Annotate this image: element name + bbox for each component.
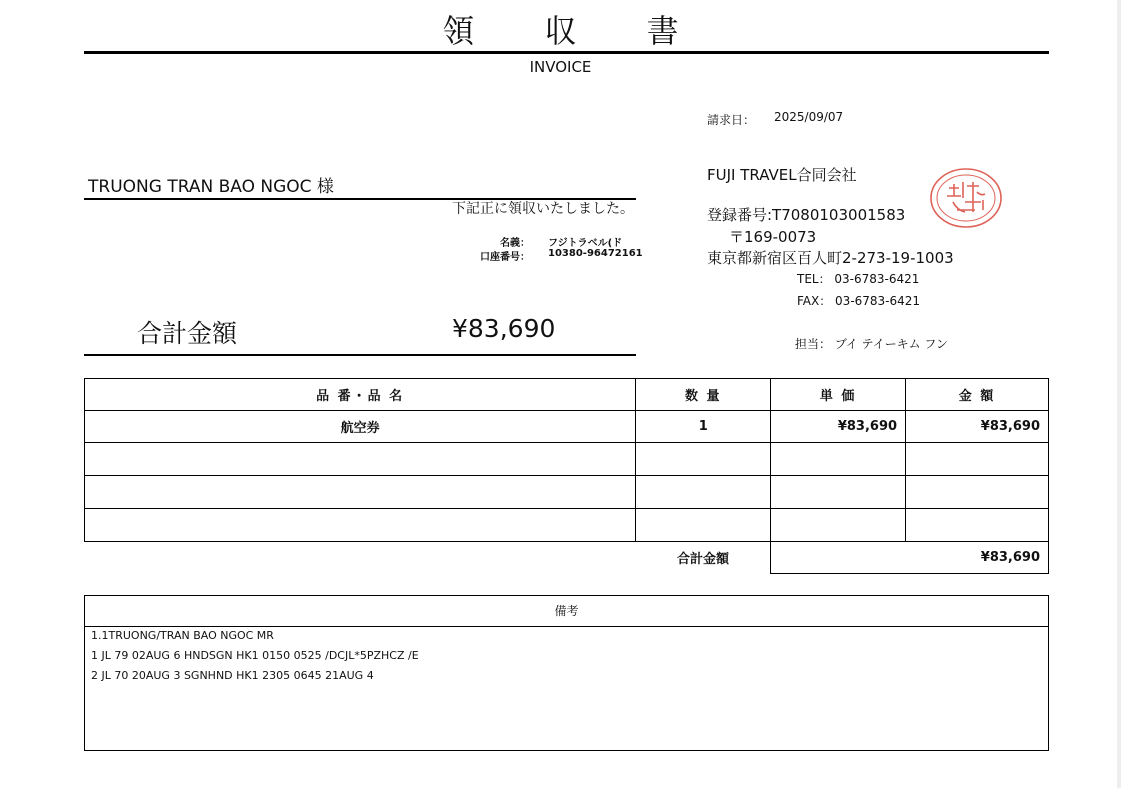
table-row-empty — [85, 476, 1049, 509]
remarks-line: 1.1TRUONG/TRAN BAO NGOC MR — [91, 629, 274, 642]
account-name-label: 名義： — [500, 238, 530, 249]
registration-number: 登録番号:T7080103001583 — [707, 206, 906, 224]
table-header-row — [85, 379, 1049, 411]
company-fax: FAX： 03-6783-6421 — [797, 294, 921, 308]
line-items-table — [84, 378, 1049, 574]
table-row — [85, 411, 1049, 443]
column-header-amount: 金 額 — [906, 379, 1049, 411]
total-label: 合計金額 — [137, 319, 238, 348]
item-amount: ¥83,690 — [906, 411, 1049, 443]
column-header-item: 品 番・品 名 — [85, 379, 636, 411]
table-sum-row — [85, 542, 1049, 574]
total-value: ¥83,690 — [452, 314, 556, 343]
account-name-value: フジトラベル(ド — [548, 238, 623, 249]
account-number-label: 口座番号： — [480, 252, 530, 263]
item-quantity: 1 — [636, 411, 771, 443]
date-label: 請求日： — [707, 113, 756, 127]
company-name: FUJI TRAVEL合同会社 — [707, 166, 857, 184]
item-unit-price: ¥83,690 — [771, 411, 906, 443]
column-header-unit-price: 単 価 — [771, 379, 906, 411]
account-number-value: 10380-96472161 — [548, 248, 643, 259]
table-row-empty — [85, 443, 1049, 476]
page-edge — [1117, 0, 1121, 788]
remarks-line: 2 JL 70 20AUG 3 SGNHND HK1 2305 0645 21AUG 4 — [91, 669, 374, 682]
column-header-quantity: 数 量 — [636, 379, 771, 411]
customer-name: TRUONG TRAN BAO NGOC 様 — [88, 177, 334, 197]
remarks-header: 備考 — [85, 596, 1048, 627]
item-name: 航空券 — [85, 411, 636, 443]
table-row-empty — [85, 509, 1049, 542]
receipt-statement: 下記正に領収いたしました。 — [452, 201, 634, 217]
remarks-line: 1 JL 79 02AUG 6 HNDSGN HK1 0150 0525 /DCJL*5PZHCZ /E — [91, 649, 419, 662]
postal-code: 〒169-0073 — [729, 228, 817, 246]
title-rule — [84, 51, 1049, 54]
date-value: 2025/09/07 — [774, 110, 844, 124]
sum-value: ¥83,690 — [771, 542, 1049, 574]
company-seal-icon — [927, 166, 1005, 230]
document-title: 領 収 書 — [442, 12, 709, 50]
total-rule — [84, 354, 636, 356]
sum-label: 合計金額 — [636, 542, 771, 574]
document-subtitle: INVOICE — [529, 58, 592, 76]
staff-name: 担当： ブイ テイーキム フン — [795, 337, 948, 351]
remarks-box — [84, 595, 1049, 751]
company-tel: TEL： 03-6783-6421 — [797, 272, 920, 286]
company-address: 東京都新宿区百人町2-273-19-1003 — [707, 249, 954, 267]
